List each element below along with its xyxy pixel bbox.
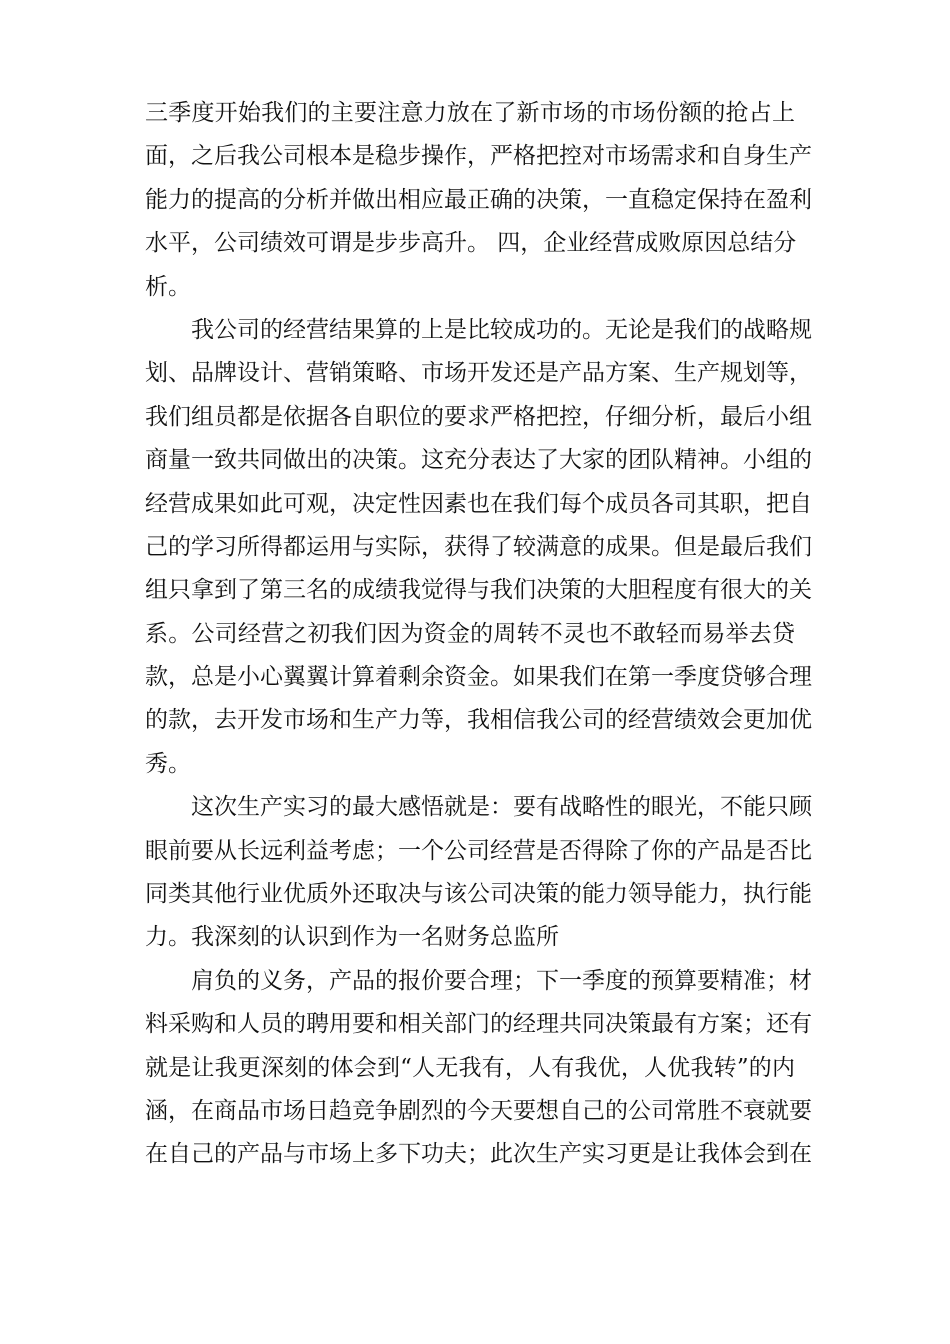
- text-line: 经营成果如此可观，决定性因素也在我们每个成员各司其职，把自: [145, 490, 812, 517]
- paragraph: [145, 786, 812, 960]
- text-line: 秀。: [145, 750, 191, 777]
- text-line: 划、品牌设计、营销策略、市场开发还是产品方案、生产规划等，: [145, 360, 812, 387]
- text-line: 系。公司经营之初我们因为资金的周转不灵也不敢轻而易举去贷: [145, 620, 795, 647]
- text-line: 在自己的产品与市场上多下功夫；此次生产实习更是让我体会到在: [145, 1141, 812, 1168]
- text-line: 就是让我更深刻的体会到“人无我有，人有我优，人优我转”的内: [145, 1054, 795, 1081]
- text-line: 面，之后我公司根本是稳步操作，严格把控对市场需求和自身生产: [145, 143, 812, 170]
- text-line: 三季度开始我们的主要注意力放在了新市场的市场份额的抢占上: [145, 100, 795, 126]
- text-line: 商量一致共同做出的决策。这充分表达了大家的团队精神。小组的: [145, 447, 812, 474]
- text-line: 料采购和人员的聘用要和相关部门的经理共同决策最有方案；还有: [145, 1011, 812, 1038]
- text-line: 我们组员都是依据各自职位的要求严格把控，仔细分析，最后小组: [145, 403, 812, 430]
- paragraph: [145, 309, 812, 786]
- text-line: 析。: [145, 273, 191, 300]
- text-line: 组只拿到了第三名的成绩我觉得与我们决策的大胆程度有很大的关: [145, 577, 812, 604]
- text-line: 眼前要从长远利益考虑；一个公司经营是否得除了你的产品是否比: [145, 837, 812, 864]
- paragraph: [145, 960, 812, 1177]
- text-line: 涵，在商品市场日趋竞争剧烈的今天要想自己的公司常胜不衰就要: [145, 1097, 812, 1124]
- text-line: 的款，去开发市场和生产力等，我相信我公司的经营绩效会更加优: [145, 707, 812, 734]
- document-body: [145, 92, 812, 1177]
- text-line: 水平，公司绩效可谓是步步高升。 四，企业经营成败原因总结分: [145, 230, 797, 257]
- text-line: 我公司的经营结果算的上是比较成功的。无论是我们的战略规: [191, 316, 812, 343]
- text-line: 款，总是小心翼翼计算着剩余资金。如果我们在第一季度贷够合理: [145, 664, 812, 691]
- text-line: 同类其他行业优质外还取决与该公司决策的能力领导能力，执行能: [145, 881, 812, 908]
- text-line: 力。我深刻的认识到作为一名财务总监所: [145, 924, 559, 951]
- text-line: 能力的提高的分析并做出相应最正确的决策，一直稳定保持在盈利: [145, 186, 812, 213]
- text-line: 这次生产实习的最大感悟就是：要有战略性的眼光，不能只顾: [191, 794, 812, 821]
- paragraph: [145, 92, 812, 309]
- text-line: 肩负的义务，产品的报价要合理；下一季度的预算要精准；材: [191, 967, 812, 994]
- text-line: 己的学习所得都运用与实际，获得了较满意的成果。但是最后我们: [145, 533, 812, 560]
